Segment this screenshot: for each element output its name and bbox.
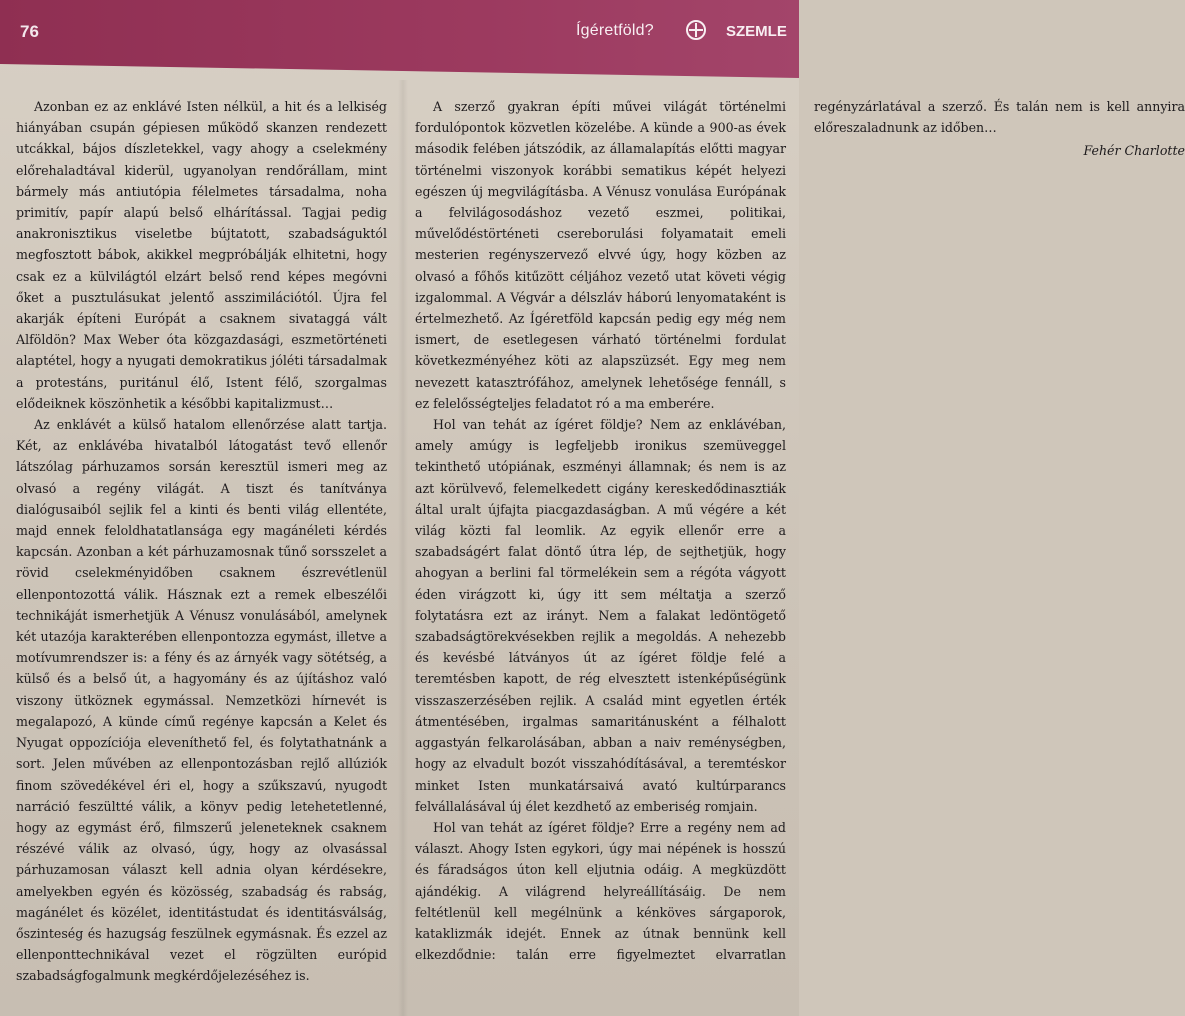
page-number: 76 <box>20 22 39 41</box>
paragraph: Hol van tehát az ígéret földje? Erre a regény nem ad választ. Ahogy Isten egykori, úgy mai népének is hosszú és fáradságos úton kell eljutnia odáig. A megküzdött ajándékig. A világrend helyreállításáig. De nem feltétlenül kell megélnünk a kénköves sárgaporok, kataklizmák idejét. Ennek az útnak bennünk kell elkezdődnie: talán erre figyelmeztet elvarratlan regényzárlatával a szerző. És talán nem is kell annyira előreszaladnunk az időben… <box>415 99 1185 963</box>
section-label: SZEMLE <box>726 23 787 40</box>
paragraph: Azonban ez az enklávé Isten nélkül, a hit és a lelkiség hiányában csupán gépiesen működő skanzen rendezett utcákkal, bájos díszletekkel, vagy ahogy a cselekmény előrehaladtával kiderül, ugyanolyan rendőrállam, mint bármely más antiutópia félelmetes társadalma, noha primitív, papír alapú belső elhárítással. Tagjai pedig anakronisztikus viseletbe bújtatott, szabadságuktól megfosztott bábok, akikkel megpróbálják elhitetni, hogy csak ez a külvilágtól elzárt belső rend képes megóvni őket a pusztulásukat jelentő asszimilációtól. Újra fel akarják építeni Európát a csaknem sivataggá vált Alföldön? Max Weber óta közgazdasági, eszmetörténeti alaptétel, hogy a nyugati demokratikus jóléti társadalmak a protestáns, puritánul élő, Istent félő, szorgalmas elődeiknek köszönhetik a későbbi kapitalizmust… <box>16 99 387 411</box>
paragraph: A szerző gyakran építi művei világát történelmi fordulópontok közvetlen közelébe. A künde a 900-as évek második felében játszódik, az államalapítás előtti magyar történelmi viszonyok korábbi sematikus képét helyezi egészen új megvilágításba. A Vénusz vonulása Európának a felvilágosodáshoz vezető eszmei, politikai, művelődéstörténeti csereborulási folyamatait emeli mesterien regényszervező elvvé úgy, hogy közben az olvasó a főhős kitűzött céljához vezető utat követi végig izgalommal. A Végvár a délszláv háború lenyomataként is értelmezhető. Az Ígéretföld kapcsán pedig egy még nem ismert, de esetlegesen várható történelmi fordulat következményéhez köti az alapszüzsét. Egy meg nem nevezett katasztrófához, amelynek lehetősége fennáll, s ez felelősségteljes feladatot ró a ma emberére. <box>415 99 786 411</box>
article-body <box>16 96 1185 1001</box>
rubric-title: Ígéretföld? <box>576 22 654 39</box>
header-bar <box>0 0 799 78</box>
paragraph: Az enklávét a külső hatalom ellenőrzése alatt tartja. Két, az enklávéba hivatalból látogatást tevő ellenőr látszólag párhuzamos sorsán keresztül ismeri meg az olvasó a regény világát. A tiszt és tanítványa dialógusaiból sejlik fel a kinti és benti világ ellentéte, majd ennek feloldhatatlansága egy magánéleti kérdés kapcsán. Azonban a két párhuzamosnak tűnő sorsszelet a rövid cselekményidőben csaknem észrevétlenül ellenpontozottá válik. Hásznak ezt a remek elbeszélői technikáját ismerhetjük A Vénusz vonulásából, amelynek két utazója karakterében ellenpontozza egymást, illetve a motívumrendszer is: a fény és az árnyék vagy sötétség, a külső és a belső út, a hagyomány és az újításhoz való viszony ütköznek egymással. Nemzetközi hírnevét is megalapozó, A künde című regénye kapcsán a Kelet és Nyugat oppozíciója eleveníthető fel, és folytathatnánk a sort. Jelen művében az ellenpontozásban rejlő allúziók finom szövedékével éri el, hogy a szűkszavú, nyugodt narráció feszültté válik, a könyv pedig letehetetlenné, hogy az egymást érő, filmszerű jeleneteknek csaknem részévé válik az olvasó, úgy, hogy az olvasással párhuzamosan választ kell adnia olyan kérdésekre, amelyekben egyén és közösség, szabadság és rabság, magánélet és közélet, identitástudat és identitásválság, őszinteség és hazugság feszülnek egymásnak. És ezzel az ellenponttechnikával vezet el rögzülten európid szabadságfogalmunk megkérdőjelezéséhez is. <box>16 417 387 984</box>
paragraph: Hol van tehát az ígéret földje? Nem az enklávéban, amely amúgy is legfeljebb ironikus szemüveggel tekinthető utópiának, eszményi államnak; és nem is az azt körülvevő, felemelkedett cigány kereskedődinasztiák által uralt újfajta piacgazdaságban. A mű végére a két világ közti fal leomlik. Az egyik ellenőr erre a szabadságért falat döntő útra lép, de sejthetjük, hogy ahogyan a berlini fal törmelékein sem a régóta vágyott éden virágzott ki, úgy itt sem méltatja a szerző folytatásra ezt az irányt. Nem a falakat ledöntögető szabadságtörekvésekben rejlik a megoldás. A nehezebb és kevésbé látványos út az ígéret földje felé a teremtésben kapott, de rég elvesztett istenképűségünk visszaszerzésében rejlik. A család mint egyetlen érték átmentésében, irgalmas samaritánusként a félhalott aggastyán felkarolásában, abban a naiv reménységben, hogy az elvadult bozót visszahódításával, a teremtéskor minket Isten munkatársaivá avató kultúrparancs felvállalásával új élet kezdhető az emberiség romjain. <box>415 417 786 814</box>
cross-in-circle-icon <box>686 20 706 40</box>
author-signature: Fehér Charlotte <box>1083 143 1185 159</box>
